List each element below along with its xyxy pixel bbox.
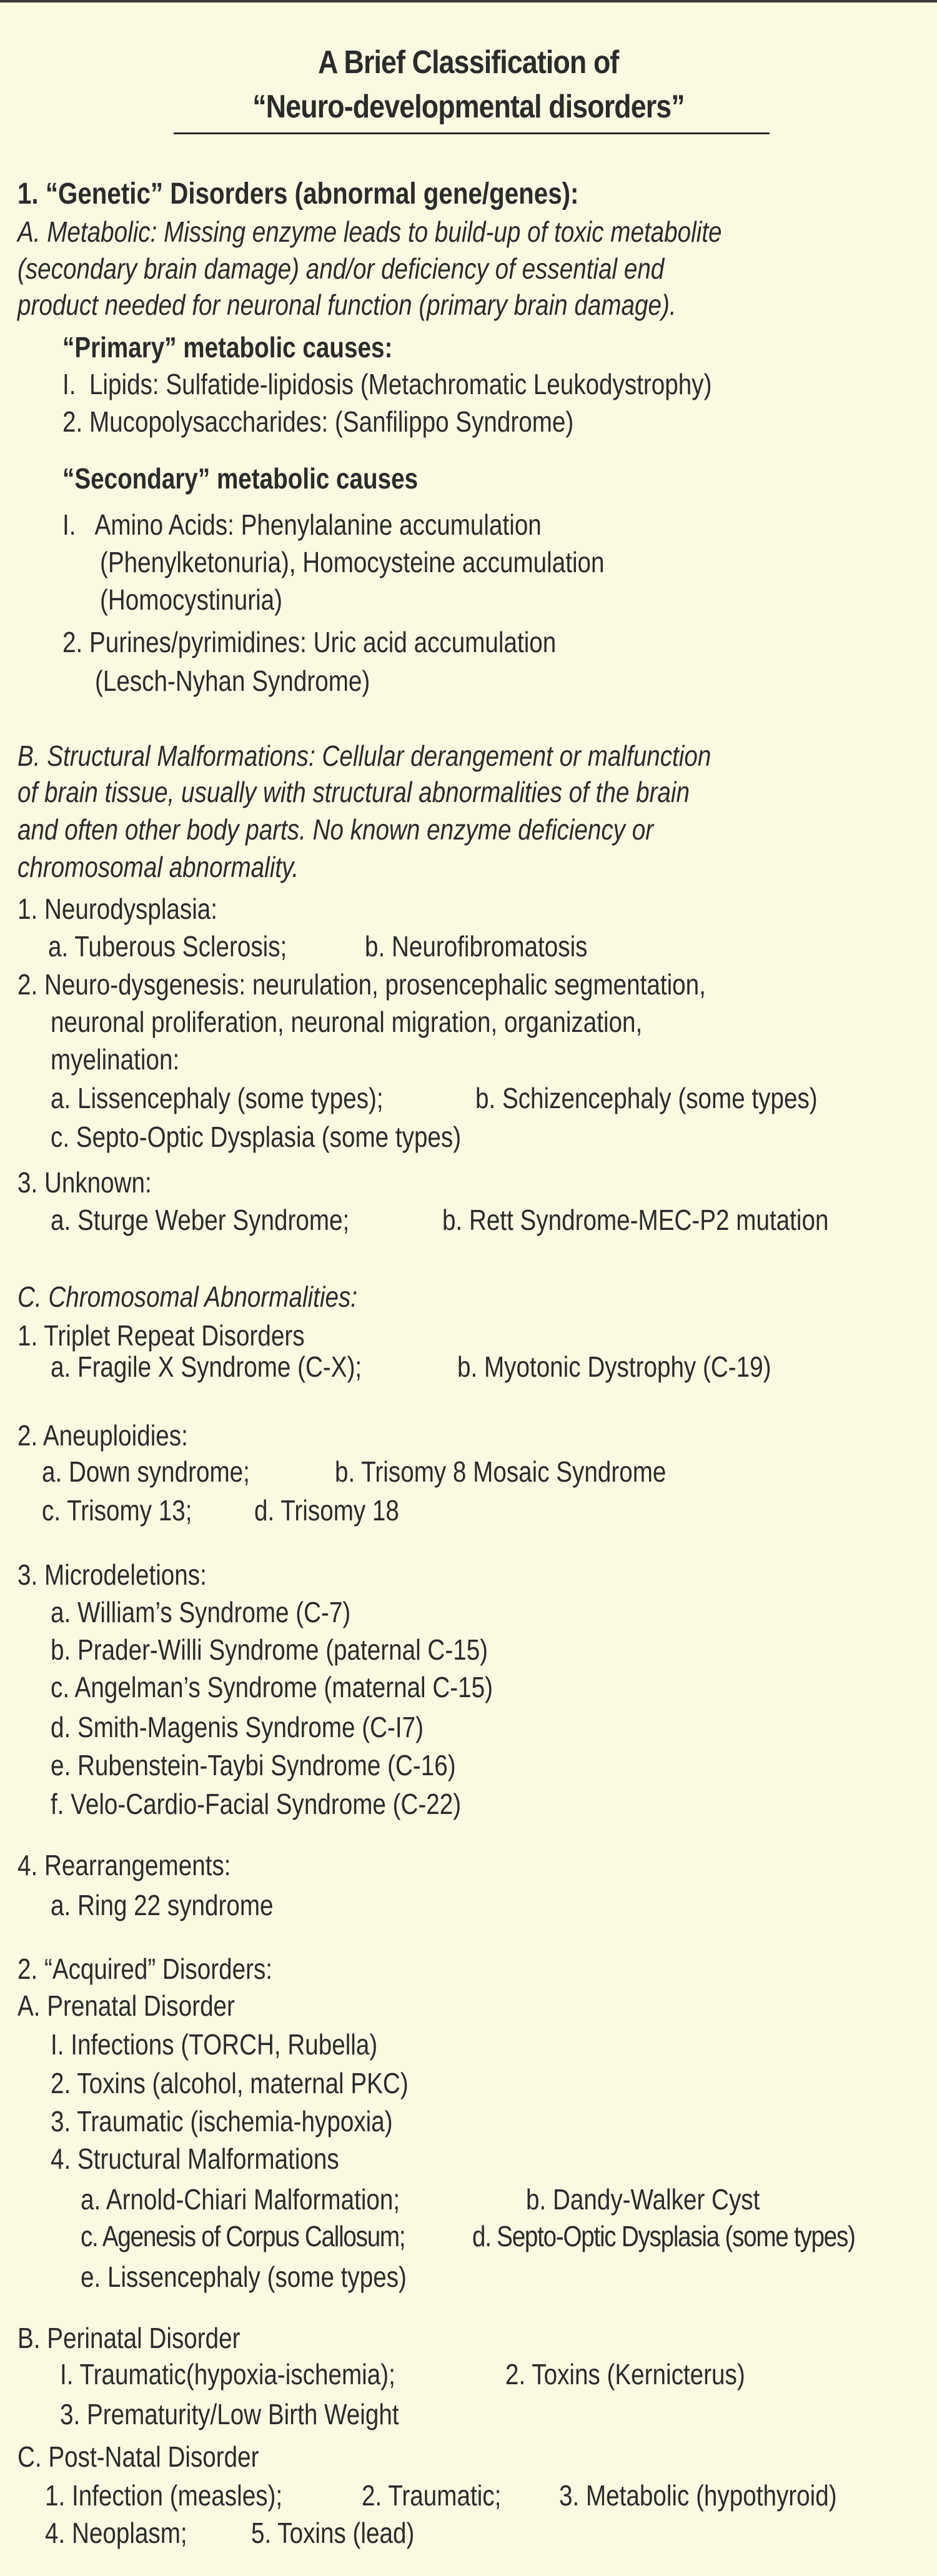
list-item: e. Rubenstein-Taybi Syndrome (C-16) <box>51 1749 456 1781</box>
subheading-triplet: 1. Triplet Repeat Disorders <box>17 1319 305 1352</box>
list-item: 3. Traumatic (ischemia-hypoxia) <box>51 2105 393 2138</box>
list-item: a. William’s Syndrome (C-7) <box>51 1596 351 1628</box>
list-item: 2. Mucopolysaccharides: (Sanfilippo Syndrome) <box>62 405 574 438</box>
structural-desc-line: chromosomal abnormality. <box>17 851 299 883</box>
dysgenesis-continuation: myelination: <box>51 1043 180 1076</box>
list-item: I. Lipids: Sulfatide-lipidosis (Metachromatic Leukodystrophy) <box>62 368 712 400</box>
list-item: I. Infections (TORCH, Rubella) <box>51 2028 378 2061</box>
list-item: d. Trisomy 18 <box>254 1494 399 1527</box>
metabolic-desc-line: (secondary brain damage) and/or deficiency of essential end <box>17 252 665 285</box>
title-text-1: A Brief Classification of <box>318 44 619 81</box>
list-item: a. Tuberous Sclerosis; <box>48 930 287 963</box>
list-item: I. Traumatic(hypoxia-ischemia); <box>60 2358 395 2390</box>
metabolic-desc-line: A. Metabolic: Missing enzyme leads to build-up of toxic metabolite <box>17 215 722 248</box>
list-item: d. Septo-Optic Dysplasia (some types) <box>472 2220 855 2252</box>
list-item: b. Schizencephaly (some types) <box>475 1082 818 1114</box>
list-item: c. Angelman’s Syndrome (maternal C-15) <box>51 1671 493 1703</box>
list-item: a. Lissencephaly (some types); <box>51 1082 384 1114</box>
list-item: 1. Infection (measles); <box>45 2479 283 2512</box>
list-item: f. Velo-Cardio-Facial Syndrome (C-22) <box>51 1788 462 1820</box>
list-item: a. Fragile X Syndrome (C-X); <box>51 1350 362 1383</box>
list-item: 2. Toxins (Kernicterus) <box>505 2358 745 2390</box>
list-item: a. Sturge Weber Syndrome; <box>51 1204 350 1236</box>
subheading-prenatal: A. Prenatal Disorder <box>17 1989 235 2022</box>
list-item: b. Myotonic Dystrophy (C-19) <box>457 1350 771 1383</box>
list-item: d. Smith-Magenis Syndrome (C-I7) <box>51 1711 424 1743</box>
list-item: 2. Purines/pyrimidines: Uric acid accumulation <box>62 626 557 658</box>
top-border <box>0 0 937 2</box>
subheading-aneuploidies: 2. Aneuploidies: <box>17 1419 188 1452</box>
list-item: b. Trisomy 8 Mosaic Syndrome <box>335 1455 667 1488</box>
primary-causes-heading: “Primary” metabolic causes: <box>62 331 393 364</box>
list-item-continuation: (Lesch-Nyhan Syndrome) <box>95 665 370 697</box>
list-item: e. Lissencephaly (some types) <box>81 2261 407 2293</box>
subheading-microdeletions: 3. Microdeletions: <box>17 1558 207 1591</box>
list-item: 2. Toxins (alcohol, maternal PKC) <box>51 2067 409 2099</box>
dysgenesis-continuation: neuronal proliferation, neuronal migration, organization, <box>51 1006 643 1038</box>
list-item: 2. Traumatic; <box>362 2479 502 2512</box>
list-item: 3. Prematurity/Low Birth Weight <box>60 2398 399 2430</box>
secondary-causes-heading: “Secondary” metabolic causes <box>62 462 419 495</box>
subheading-rearrangements: 4. Rearrangements: <box>17 1849 231 1881</box>
list-item: a. Ring 22 syndrome <box>51 1889 274 1921</box>
list-item: 4. Neoplasm; <box>45 2517 187 2549</box>
list-item: c. Septo-Optic Dysplasia (some types) <box>51 1121 462 1153</box>
list-item: 5. Toxins (lead) <box>251 2517 415 2549</box>
list-item: I. Amino Acids: Phenylalanine accumulation <box>62 508 542 541</box>
list-item: a. Down syndrome; <box>42 1455 250 1488</box>
structural-desc-line: B. Structural Malformations: Cellular derangement or malfunction <box>17 740 711 772</box>
list-item: 4. Structural Malformations <box>51 2143 339 2175</box>
subheading-neurodysplasia: 1. Neurodysplasia: <box>17 893 218 925</box>
subheading-postnatal: C. Post-Natal Disorder <box>17 2440 259 2473</box>
section-heading-acquired: 2. “Acquired” Disorders: <box>17 1953 273 1985</box>
list-item: b. Rett Syndrome-MEC-P2 mutation <box>442 1204 829 1236</box>
list-item: b. Prader-Willi Syndrome (paternal C-15) <box>51 1633 488 1666</box>
subheading-unknown: 3. Unknown: <box>17 1166 152 1199</box>
metabolic-desc-line: product needed for neuronal function (primary brain damage). <box>17 289 677 321</box>
list-item: 3. Metabolic (hypothyroid) <box>559 2479 837 2512</box>
section-heading-genetic: 1. “Genetic” Disorders (abnormal gene/genes): <box>17 177 579 211</box>
title-text-2: “Neuro-developmental disorders” <box>252 89 685 125</box>
list-item-continuation: (Homocystinuria) <box>100 583 283 616</box>
list-item: b. Neurofibromatosis <box>365 930 588 963</box>
page-title-line-1 <box>0 44 937 81</box>
list-item: c. Trisomy 13; <box>42 1494 192 1527</box>
structural-desc-line: and often other body parts. No known enzyme deficiency or <box>17 813 654 846</box>
chromosomal-heading: C. Chromosomal Abnormalities: <box>17 1281 358 1313</box>
subheading-dysgenesis: 2. Neuro-dysgenesis: neurulation, prosencephalic segmentation, <box>17 968 706 1001</box>
list-item: a. Arnold-Chiari Malformation; <box>81 2183 400 2216</box>
list-item: b. Dandy-Walker Cyst <box>526 2183 760 2216</box>
structural-desc-line: of brain tissue, usually with structural abnormalities of the brain <box>17 776 690 808</box>
title-underline <box>174 132 770 134</box>
subheading-perinatal: B. Perinatal Disorder <box>17 2322 240 2354</box>
list-item: c. Agenesis of Corpus Callosum; <box>81 2220 405 2252</box>
list-item-continuation: (Phenylketonuria), Homocysteine accumulation <box>100 546 605 578</box>
page-title-line-2 <box>0 88 937 126</box>
